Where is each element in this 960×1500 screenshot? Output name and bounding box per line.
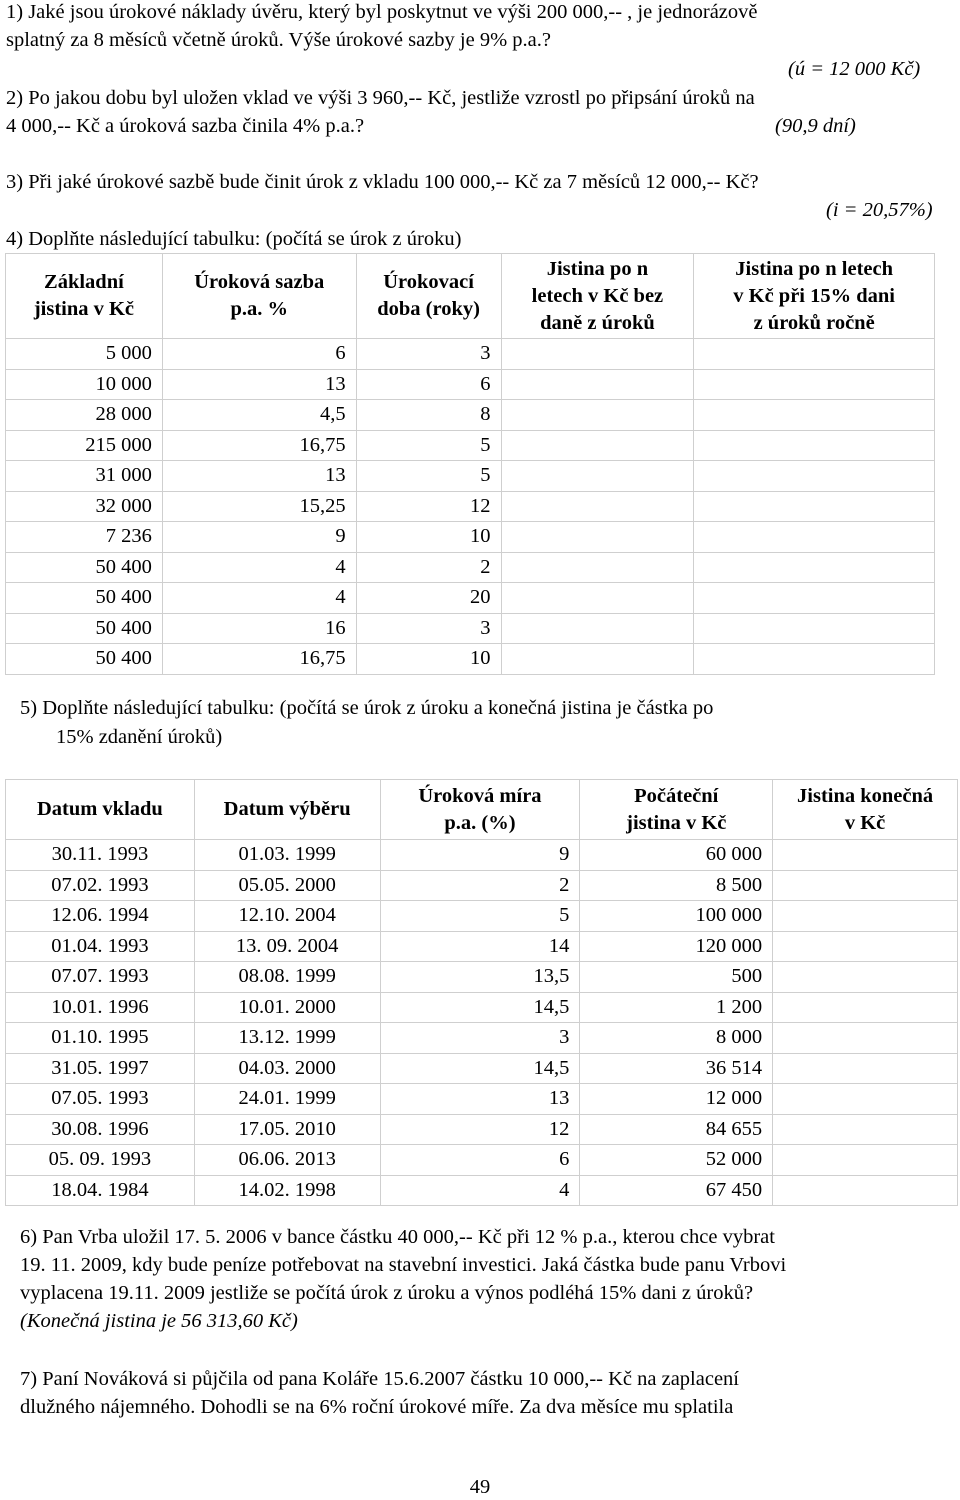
table-cell: 3 xyxy=(380,1023,580,1054)
table-cell: 08.08. 1999 xyxy=(194,962,380,993)
table-cell xyxy=(773,870,958,901)
table-cell xyxy=(694,644,935,675)
q5-line1: 5) Doplňte následující tabulku: (počítá se úrok z úroku a konečná jistina je částka po xyxy=(20,697,714,719)
table-row xyxy=(6,430,935,461)
table-cell xyxy=(694,613,935,644)
table-header-row xyxy=(6,254,935,339)
header-interest-rate: Úroková míra p.a. (%) xyxy=(380,780,580,840)
q6-answer: (Konečná jistina je 56 313,60 Kč) xyxy=(20,1310,298,1332)
q2-line1: 2) Po jakou dobu byl uložen vklad ve výši 3 960,-- Kč, jestliže vzrostl po připsání úroků na xyxy=(6,87,755,109)
table-cell xyxy=(773,1114,958,1145)
table-cell xyxy=(501,400,694,431)
table-cell: 4 xyxy=(380,1175,580,1206)
table-cell xyxy=(501,369,694,400)
table-cell: 20 xyxy=(356,583,501,614)
table-cell xyxy=(694,400,935,431)
table-row xyxy=(6,491,935,522)
q4-text: 4) Doplňte následující tabulku: (počítá se úrok z úroku) xyxy=(6,228,462,250)
table-cell: 05. 09. 1993 xyxy=(6,1145,195,1176)
table-row xyxy=(6,931,958,962)
table-cell: 13.12. 1999 xyxy=(194,1023,380,1054)
table-cell: 6 xyxy=(380,1145,580,1176)
table-cell: 5 000 xyxy=(6,339,163,370)
table-cell: 50 400 xyxy=(6,644,163,675)
header-period: Úrokovací doba (roky) xyxy=(356,254,501,339)
table-cell xyxy=(773,1053,958,1084)
table-cell: 13,5 xyxy=(380,962,580,993)
q1-line1: 1) Jaké jsou úrokové náklady úvěru, který byl poskytnut ve výši 200 000,-- , je jednorázově xyxy=(6,1,758,23)
table-cell: 18.04. 1984 xyxy=(6,1175,195,1206)
table-cell xyxy=(694,430,935,461)
table-cell: 8 000 xyxy=(580,1023,773,1054)
table-cell xyxy=(501,461,694,492)
table-cell: 17.05. 2010 xyxy=(194,1114,380,1145)
table-cell: 3 xyxy=(356,339,501,370)
table-cell xyxy=(773,962,958,993)
table-cell xyxy=(694,552,935,583)
table-cell: 13 xyxy=(162,461,356,492)
table-cell: 10 xyxy=(356,644,501,675)
table-row xyxy=(6,901,958,932)
page-number: 49 xyxy=(469,1476,491,1498)
table-cell: 10 000 xyxy=(6,369,163,400)
table-cell: 50 400 xyxy=(6,613,163,644)
q7-line1: 7) Paní Nováková si půjčila od pana Koláře 15.6.2007 částku 10 000,-- Kč na zaplacení xyxy=(20,1368,739,1390)
table-cell: 14,5 xyxy=(380,992,580,1023)
table-row xyxy=(6,962,958,993)
header-base-principal: Základní jistina v Kč xyxy=(6,254,163,339)
table-cell: 05.05. 2000 xyxy=(194,870,380,901)
table-cell: 50 400 xyxy=(6,552,163,583)
table-row xyxy=(6,644,935,675)
table-cell: 5 xyxy=(380,901,580,932)
table-cell: 01.04. 1993 xyxy=(6,931,195,962)
table-row xyxy=(6,583,935,614)
table-cell: 2 xyxy=(356,552,501,583)
compound-interest-table xyxy=(5,253,935,675)
table-cell: 10.01. 2000 xyxy=(194,992,380,1023)
table-cell xyxy=(773,1023,958,1054)
q5-line2: 15% zdanění úroků) xyxy=(56,726,223,748)
table-cell: 06.06. 2013 xyxy=(194,1145,380,1176)
table-cell: 6 xyxy=(162,339,356,370)
table-cell: 24.01. 1999 xyxy=(194,1084,380,1115)
table-cell: 12 xyxy=(380,1114,580,1145)
table-cell xyxy=(501,491,694,522)
table-row xyxy=(6,522,935,553)
table-cell: 4 xyxy=(162,583,356,614)
q1-answer: (ú = 12 000 Kč) xyxy=(788,58,921,80)
table-cell: 7 236 xyxy=(6,522,163,553)
table-cell: 12 000 xyxy=(580,1084,773,1115)
table-cell xyxy=(773,992,958,1023)
q1-line2: splatný za 8 měsíců včetně úroků. Výše úrokové sazby je 9% p.a.? xyxy=(6,29,551,51)
table-row xyxy=(6,461,935,492)
table-cell xyxy=(694,339,935,370)
header-deposit-date: Datum vkladu xyxy=(6,780,195,840)
header-interest-rate: Úroková sazba p.a. % xyxy=(162,254,356,339)
table-row xyxy=(6,1145,958,1176)
table-cell: 13 xyxy=(380,1084,580,1115)
q6-line3: vyplacena 19.11. 2009 jestliže se počítá úrok z úroku a výnos podléhá 15% dani z úroků? xyxy=(20,1282,754,1304)
q2-line2: 4 000,-- Kč a úroková sazba činila 4% p.a.? xyxy=(6,115,365,137)
table-cell xyxy=(501,583,694,614)
table-cell xyxy=(694,583,935,614)
table-cell xyxy=(501,552,694,583)
table-cell: 100 000 xyxy=(580,901,773,932)
table-row xyxy=(6,870,958,901)
table-cell: 01.03. 1999 xyxy=(194,840,380,871)
table-cell xyxy=(773,840,958,871)
table-cell: 67 450 xyxy=(580,1175,773,1206)
table-cell xyxy=(501,430,694,461)
table-cell: 07.05. 1993 xyxy=(6,1084,195,1115)
table-cell: 50 400 xyxy=(6,583,163,614)
q7-line2: dlužného nájemného. Dohodli se na 6% roční úrokové míře. Za dva měsíce mu splatila xyxy=(20,1396,734,1418)
table-cell: 3 xyxy=(356,613,501,644)
table-cell: 16,75 xyxy=(162,430,356,461)
table-cell: 07.07. 1993 xyxy=(6,962,195,993)
table-cell: 04.03. 2000 xyxy=(194,1053,380,1084)
table-cell xyxy=(501,339,694,370)
table-cell: 14 xyxy=(380,931,580,962)
table-cell: 215 000 xyxy=(6,430,163,461)
table-row xyxy=(6,400,935,431)
table-cell: 10.01. 1996 xyxy=(6,992,195,1023)
table-cell xyxy=(694,522,935,553)
q3-line1: 3) Při jaké úrokové sazbě bude činit úrok z vkladu 100 000,-- Kč za 7 měsíců 12 000,-- Kč? xyxy=(6,171,759,193)
table-cell: 9 xyxy=(162,522,356,553)
table-cell: 4 xyxy=(162,552,356,583)
table-row xyxy=(6,1114,958,1145)
table-cell: 6 xyxy=(356,369,501,400)
table-cell: 120 000 xyxy=(580,931,773,962)
table-cell: 9 xyxy=(380,840,580,871)
table-cell: 30.08. 1996 xyxy=(6,1114,195,1145)
table-cell: 4,5 xyxy=(162,400,356,431)
q6-line1: 6) Pan Vrba uložil 17. 5. 2006 v bance částku 40 000,-- Kč při 12 % p.a., kterou chce vybrat xyxy=(20,1226,775,1248)
table-cell: 13 xyxy=(162,369,356,400)
table-cell: 30.11. 1993 xyxy=(6,840,195,871)
table-cell xyxy=(773,931,958,962)
q2-answer: (90,9 dní) xyxy=(775,115,856,137)
table-cell: 52 000 xyxy=(580,1145,773,1176)
table-cell xyxy=(694,461,935,492)
table-cell: 28 000 xyxy=(6,400,163,431)
deposit-table xyxy=(5,779,958,1206)
table-cell: 32 000 xyxy=(6,491,163,522)
table-cell: 12.06. 1994 xyxy=(6,901,195,932)
table-cell xyxy=(501,613,694,644)
table-cell: 07.02. 1993 xyxy=(6,870,195,901)
table-cell xyxy=(694,369,935,400)
table-cell: 8 xyxy=(356,400,501,431)
table-cell: 31.05. 1997 xyxy=(6,1053,195,1084)
header-withdrawal-date: Datum výběru xyxy=(194,780,380,840)
table-cell: 2 xyxy=(380,870,580,901)
table-row xyxy=(6,1023,958,1054)
table-cell: 16 xyxy=(162,613,356,644)
q6-line2: 19. 11. 2009, kdy bude peníze potřebovat na stavební investici. Jaká částka bude panu Vrbovi xyxy=(20,1254,787,1276)
table-cell: 5 xyxy=(356,430,501,461)
table-cell: 500 xyxy=(580,962,773,993)
table-header-row xyxy=(6,780,958,840)
table-cell: 10 xyxy=(356,522,501,553)
table-cell: 12.10. 2004 xyxy=(194,901,380,932)
table-cell: 14.02. 1998 xyxy=(194,1175,380,1206)
header-final-principal: Jistina konečná v Kč xyxy=(773,780,958,840)
table-cell: 8 500 xyxy=(580,870,773,901)
table-cell: 13. 09. 2004 xyxy=(194,931,380,962)
table-cell: 16,75 xyxy=(162,644,356,675)
table-row xyxy=(6,1053,958,1084)
table-cell: 15,25 xyxy=(162,491,356,522)
table-cell xyxy=(773,1084,958,1115)
table-cell: 1 200 xyxy=(580,992,773,1023)
table-cell: 31 000 xyxy=(6,461,163,492)
table-row xyxy=(6,552,935,583)
table-cell xyxy=(773,1175,958,1206)
table-cell: 14,5 xyxy=(380,1053,580,1084)
header-principal-no-tax: Jistina po n letech v Kč bez daně z úroků xyxy=(501,254,694,339)
table-cell xyxy=(501,522,694,553)
table-cell xyxy=(694,491,935,522)
table-cell: 01.10. 1995 xyxy=(6,1023,195,1054)
table-cell: 84 655 xyxy=(580,1114,773,1145)
table-row xyxy=(6,613,935,644)
table-cell: 36 514 xyxy=(580,1053,773,1084)
table-row xyxy=(6,840,958,871)
table-row xyxy=(6,1175,958,1206)
table-row xyxy=(6,339,935,370)
table-cell xyxy=(773,901,958,932)
table-cell: 5 xyxy=(356,461,501,492)
q3-answer: (i = 20,57%) xyxy=(826,199,933,221)
table-cell: 60 000 xyxy=(580,840,773,871)
table-row xyxy=(6,1084,958,1115)
table-cell xyxy=(501,644,694,675)
table-cell: 12 xyxy=(356,491,501,522)
header-initial-principal: Počáteční jistina v Kč xyxy=(580,780,773,840)
table-row xyxy=(6,369,935,400)
table-cell xyxy=(773,1145,958,1176)
table-row xyxy=(6,992,958,1023)
header-principal-with-tax: Jistina po n letech v Kč při 15% dani z úroků ročně xyxy=(694,254,935,339)
